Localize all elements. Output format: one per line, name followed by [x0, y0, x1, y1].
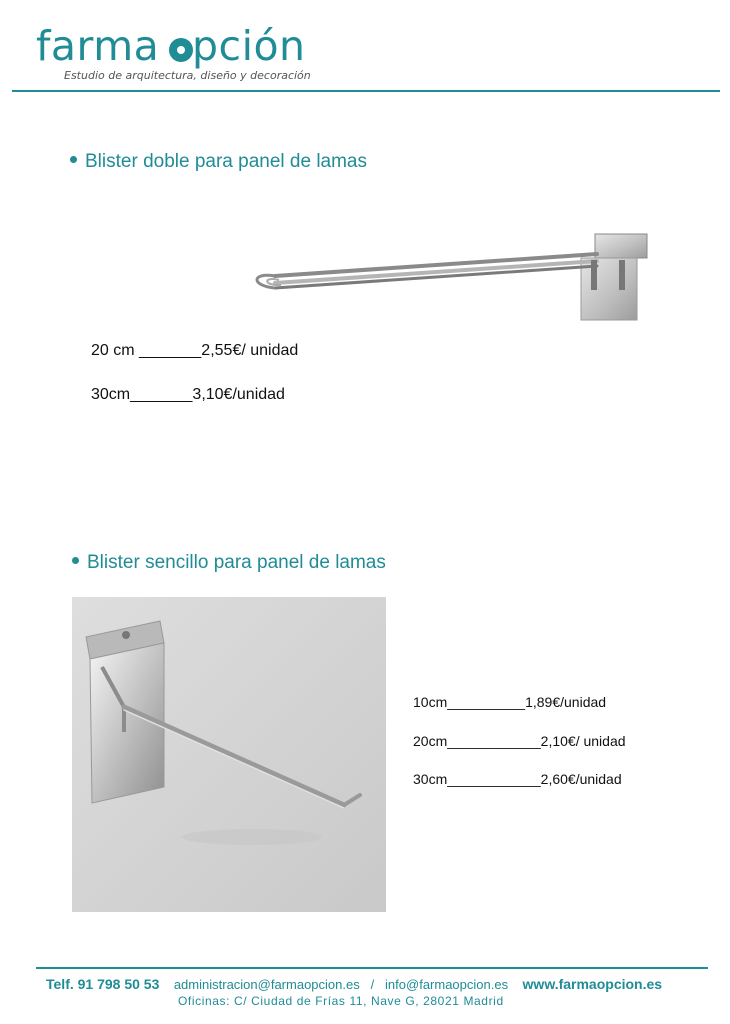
footer-contact-line [46, 976, 662, 992]
footer-separator: / [370, 977, 375, 992]
bullet-icon [70, 156, 77, 163]
footer-divider [36, 967, 708, 969]
price-line: 20 cm _______2,55€/ unidad [91, 342, 299, 359]
section-title-single-blister [72, 552, 386, 574]
footer-phone: Telf. 91 798 50 53 [46, 976, 160, 992]
logo-text-right: pción [192, 22, 306, 70]
tagline: Estudio de arquitectura, diseño y decoración [64, 69, 311, 82]
section-title-text: Blister sencillo para panel de lamas [87, 552, 386, 573]
logo-text-left: farma [36, 22, 160, 70]
price-line: 30cm____________2,60€/unidad [413, 771, 622, 787]
price-line: 20cm____________2,10€/ unidad [413, 733, 626, 749]
section-title-text: Blister doble para panel de lamas [85, 151, 368, 172]
footer-email-info[interactable]: info@farmaopcion.es [385, 977, 509, 992]
price-line: 30cm_______3,10€/unidad [91, 386, 285, 403]
header-divider [12, 90, 720, 92]
bullet-icon [72, 557, 79, 564]
double-blister-image [245, 228, 655, 328]
single-blister-image [72, 597, 386, 912]
footer-website[interactable]: www.farmaopcion.es [522, 976, 663, 992]
footer-email-admin[interactable]: administracion@farmaopcion.es [173, 977, 360, 992]
section-title-double-blister [70, 151, 367, 173]
price-line: 10cm__________1,89€/unidad [413, 694, 607, 710]
footer-address: Oficinas: C/ Ciudad de Frías 11, Nave G, 28021 Madrid [178, 994, 504, 1008]
logo-o-icon [169, 38, 193, 62]
